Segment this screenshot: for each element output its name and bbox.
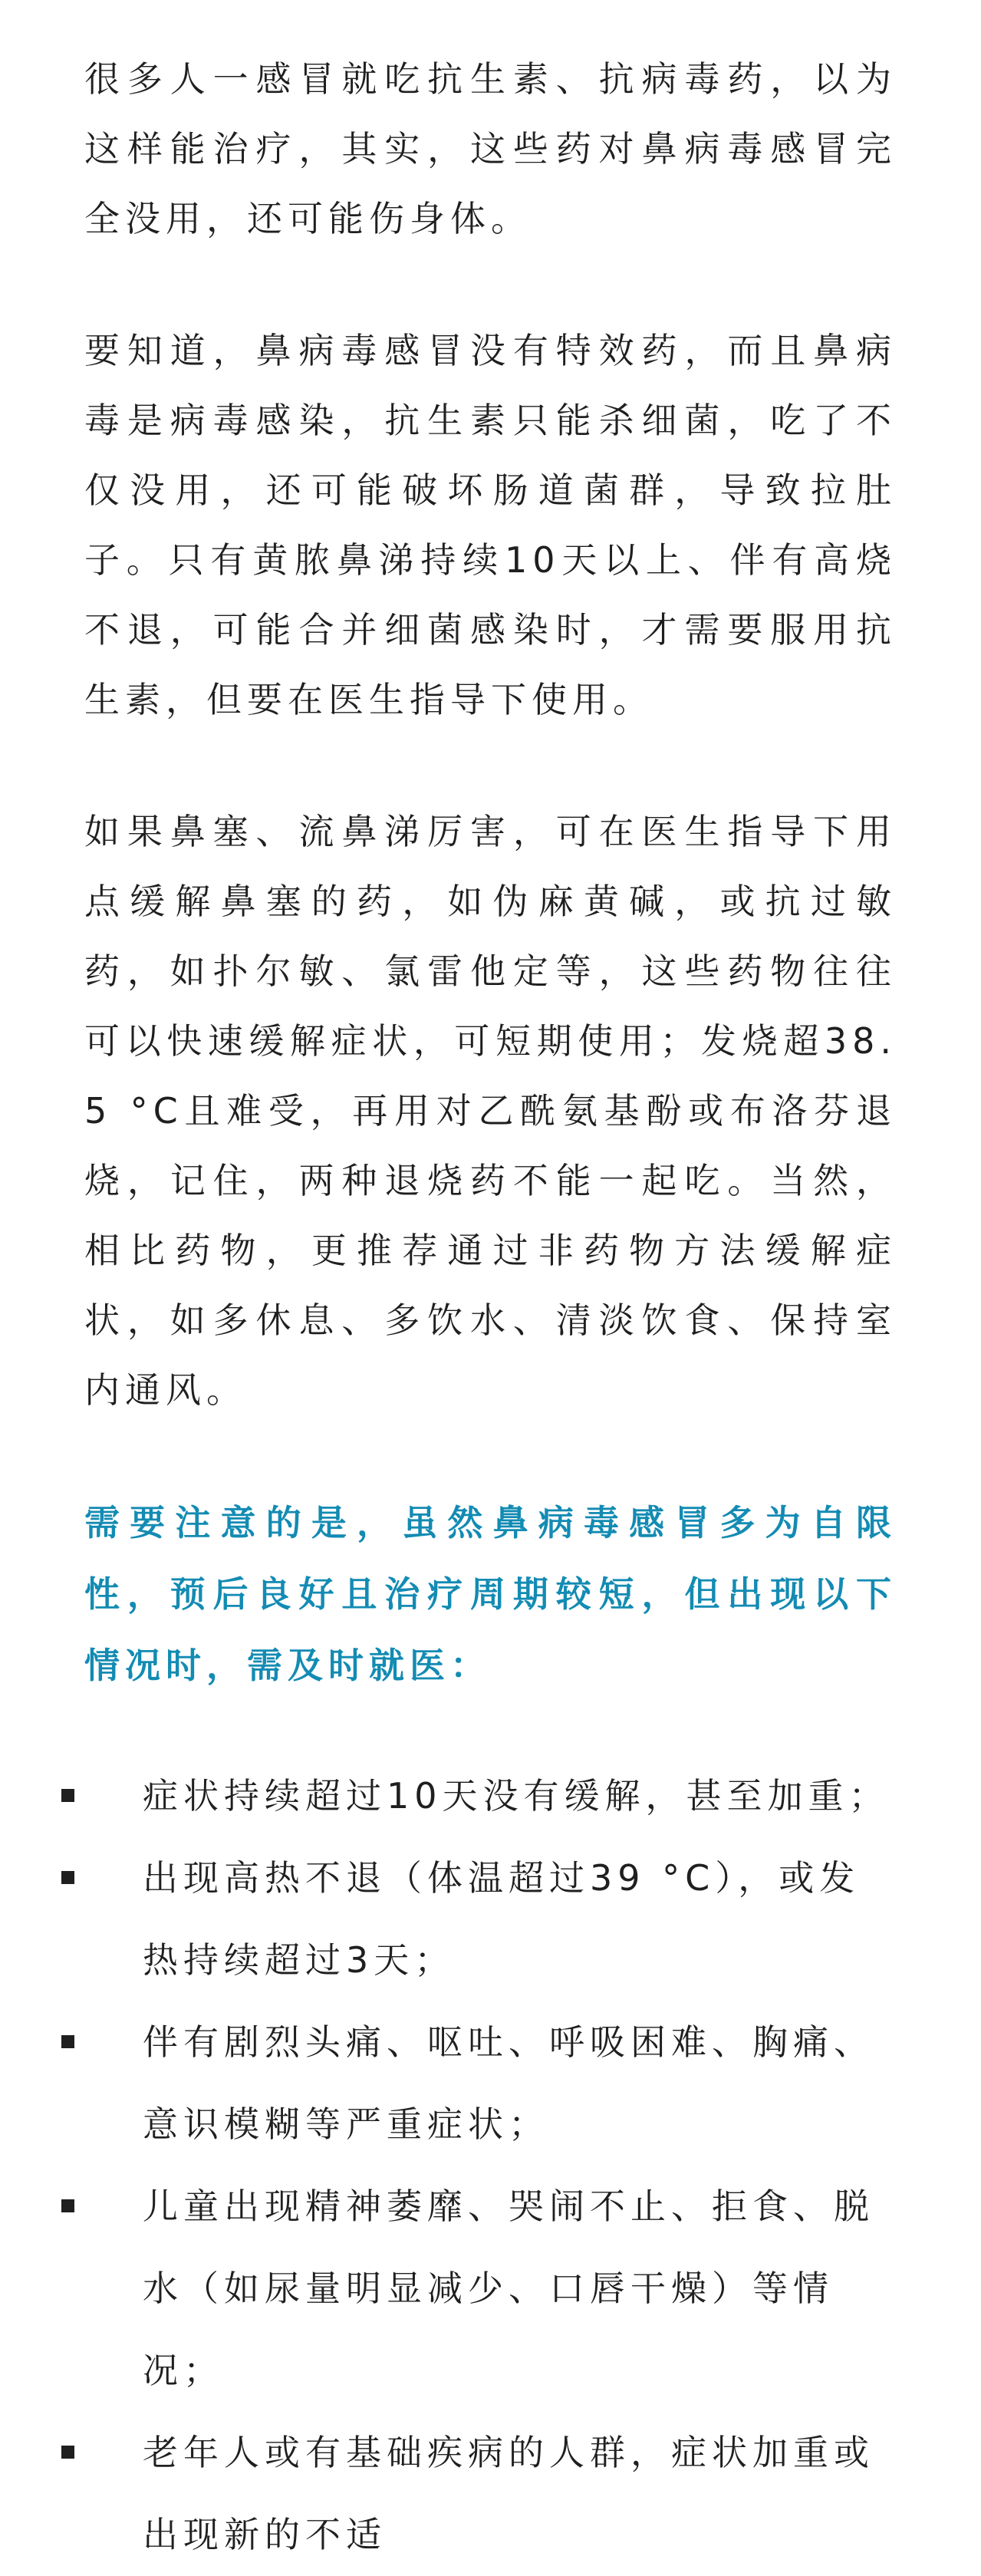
square-bullet-icon <box>61 1871 74 1884</box>
paragraph-antibiotics-myth: 很多人一感冒就吃抗生素、抗病毒药，以为这样能治疗，其实，这些药对鼻病毒感冒完全没用，还可能伤身体。 <box>84 58 897 239</box>
paragraph-no-specific-drug: 要知道，鼻病毒感冒没有特效药，而且鼻病毒是病毒感染，抗生素只能杀细菌，吃了不仅没用，还可能破坏肠道菌群，导致拉肚子。只有黄脓鼻涕持续10天以上、伴有高烧不退，可能合并细菌感染时，才需要服用抗生素，但要在医生指导下使用。 <box>84 330 897 720</box>
list-item <box>84 2166 897 2412</box>
list-item-text: 伴有剧烈头痛、呕吐、呼吸困难、胸痛、意识模糊等严重症状； <box>143 2021 874 2145</box>
square-bullet-icon <box>61 1789 74 1802</box>
paragraph-symptom-relief: 如果鼻塞、流鼻涕厉害，可在医生指导下用点缓解鼻塞的药，如伪麻黄碱，或抗过敏药，如扑尔敏、氯雷他定等，这些药物往往可以快速缓解症状，可短期使用；发烧超38.5 °C且难受，再用对乙酰氨基酚或布洛芬退烧，记住，两种退烧药不能一起吃。当然，相比药物，更推荐通过非药物方法缓解症状，如多休息、多饮水、清淡饮食、保持室内通风。 <box>84 811 897 1411</box>
square-bullet-icon <box>61 2035 74 2048</box>
warning-list <box>84 1755 897 2576</box>
square-bullet-icon <box>61 2199 74 2212</box>
list-item <box>84 1755 897 1837</box>
list-item <box>84 2412 897 2576</box>
square-bullet-icon <box>61 2446 74 2459</box>
list-item-text: 出现高热不退（体温超过39 °C），或发热持续超过3天； <box>143 1857 861 1981</box>
list-item-text: 症状持续超过10天没有缓解，甚至加重； <box>143 1775 890 1817</box>
list-item-text: 儿童出现精神萎靡、哭闹不止、拒食、脱水（如尿量明显减少、口唇干燥）等情况； <box>143 2186 874 2391</box>
list-item <box>84 1837 897 2001</box>
highlight-note: 需要注意的是，虽然鼻病毒感冒多为自限性，预后良好且治疗周期较短，但出现以下情况时，需及时就医： <box>84 1502 897 1686</box>
list-item <box>84 2001 897 2166</box>
list-item-text: 老年人或有基础疾病的人群，症状加重或出现新的不适 <box>143 2432 874 2555</box>
